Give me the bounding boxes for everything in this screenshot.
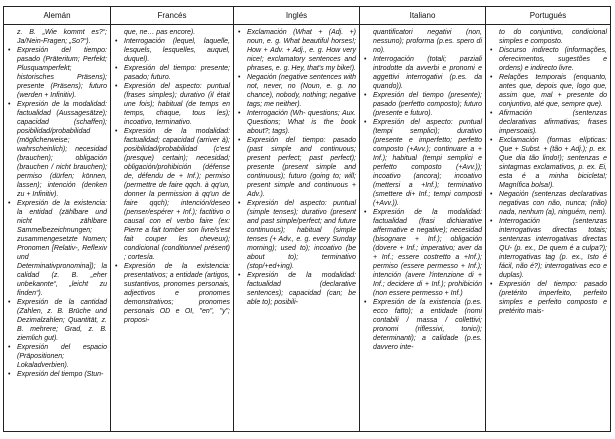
list-item [237, 199, 356, 271]
header-frances: Francés [111, 7, 234, 25]
list-item [114, 28, 230, 37]
bullet-icon: • [8, 200, 11, 207]
column-ingles [234, 25, 360, 432]
bullet-icon: • [490, 281, 493, 288]
item-text: Expresión de la modalidad: factualidad (frasi dichiarative affermative e negative); necesidad (bisognare + Inf.); obligación (dovere + Inf.; imperativo; aver da + Inf.; essere costretto a +Inf.); permiso (essere permesso + Inf.); intención (avere l'intenzione di + Inf.; decidere di + Inf.); prohibición (non essere permesso + Inf.) [373, 209, 482, 297]
list-item [7, 370, 107, 379]
column-frances [111, 25, 234, 432]
list-item [237, 271, 356, 307]
bullet-icon: • [8, 371, 11, 378]
item-text: Expresión del tiempo: pasado (past simple and continuous; present perfect; past perfect); presente (present simple and continuous); futuro (going to; will; present simple and continuous + Adv.). [247, 137, 356, 198]
list-item [7, 46, 107, 100]
list-item [363, 28, 482, 55]
item-text: Exclamación (formas elípticas: Que + Subst. + (tão + Adj.); p. ex. Que dia tão lindo!); sentenzas e sintagmas exclamativos, p. ex. Ei, esta é a minha bicicleta!; Magnífica bolsa!). [499, 137, 607, 189]
list-item [489, 46, 607, 73]
header-row [4, 7, 611, 25]
bullet-icon: • [238, 137, 241, 144]
item-text: Interrogación (sentenzas interrogativas directas totais; sentenzas interrogativas directas QU- (p. ex., De quem é a culpa?); interrogativas tag (p. ex., Isto é fácil, não é?); interrogativas eco e duplas). [499, 218, 607, 279]
italiano-item-list [363, 28, 482, 352]
bullet-icon: • [8, 47, 11, 54]
bullet-icon: • [115, 65, 118, 72]
header-ingles: Inglés [234, 7, 360, 25]
list-item [114, 37, 230, 64]
list-item [114, 82, 230, 127]
list-item [363, 55, 482, 91]
bullet-icon: • [238, 200, 241, 207]
item-text: to do conjuntivo, condicional simples e composto. [499, 29, 607, 45]
column-aleman [4, 25, 111, 432]
header-portugues: Portugués [486, 7, 611, 25]
item-text: Expresión de la modalidad: factualidad (Aussagesätze); capacidad (schaffen); posibilidad/probabilidad (möglicherweise; wahrscheinlich); necesidad (brauchen); obligación (brauchen / nicht brauchen); permiso (dürfen; können, lassen); intención (denken zu + Infinitiv). [17, 101, 107, 198]
list-item [237, 109, 356, 136]
bullet-icon: • [490, 47, 493, 54]
bullet-icon: • [115, 128, 118, 135]
bullet-icon: • [238, 74, 241, 81]
item-text: quantificatori negativi (non, nessuno); proforma (p.es. spero di no). [373, 29, 482, 54]
bullet-icon: • [364, 209, 367, 216]
list-item [363, 298, 482, 352]
item-text: Exclamación (What + (Adj. +) noun, e. g. What beautiful horses!; How + Adv. + Adj., e. g. How very nice!; exclamatory sentences and phrases, e. g. Hey, that's my bike!). [247, 29, 356, 72]
bullet-icon: • [238, 272, 241, 279]
item-text: Expresión del aspecto: puntual (frases simples); durativo (il était une fois); habitual (de temps en temps, chaque, tous les); incoativo, terminativo. [124, 83, 230, 126]
bullet-icon: • [238, 29, 241, 36]
list-item [489, 109, 607, 136]
list-item [363, 118, 482, 208]
list-item [489, 217, 607, 280]
item-text: Expresión de la existencia: la entidad (zählbare und nicht zählbare Sammelbezeichnungen; zusammengesetzte Nomen; Pronomen [Relativ-, Reflexiv und Determinativpronomina]); la calidad (z. B. „eher unbekannte“, „leicht zu finden“). [17, 200, 107, 297]
bullet-icon: • [364, 119, 367, 126]
list-item [489, 280, 607, 316]
list-item [237, 73, 356, 109]
aleman-item-list [7, 28, 107, 379]
item-text: que, ne… pas encore). [124, 29, 196, 36]
item-text: Expresión del tiempo: pasado (pretérito imperfeito, perfeito simples e perfeito composto e pretérito mais- [499, 281, 607, 315]
item-text: Expresión del tiempo: pasado (Präteritum; Perfekt; Plusquamperfekt; historisches Präsens); presente (Präsens); futuro (werden + Infinitiv). [17, 47, 107, 99]
list-item [7, 298, 107, 343]
item-text: Afirmación (sentenzas declarativas afirmativas; frases impersoais). [499, 110, 607, 135]
ingles-item-list [237, 28, 356, 307]
item-text: Expresión del espacio (Präpositionen; Lokaladverbien). [17, 344, 107, 369]
item-text: z. B. „Wie kommt es?“; Ja/Nein-Fragen; „So?“). [17, 29, 107, 45]
list-item [114, 127, 230, 262]
bullet-icon: • [490, 191, 493, 198]
bullet-icon: • [490, 137, 493, 144]
item-text: Interrogación (totali; parziali introdotte da avverbi e pronomi e aggettivi interrogativi (p.es. da quando)). [373, 56, 482, 90]
language-content-table [3, 6, 611, 432]
bullet-icon: • [238, 110, 241, 117]
item-text: Discurso indirecto (informações, oferecimentos, sugestões e ordens) e indirecto livre. [499, 47, 607, 72]
bullet-icon: • [364, 92, 367, 99]
list-item [7, 28, 107, 46]
header-aleman: Alemán [4, 7, 111, 25]
item-text: Expresión de la modalidad: factualidad (declarative sentences); capacidad (can; be able to); posibili- [247, 272, 356, 306]
list-item [489, 136, 607, 190]
portugues-item-list [489, 28, 607, 316]
bullet-icon: • [490, 218, 493, 225]
bullet-icon: • [364, 56, 367, 63]
item-text: Negación (sentenzas declarativas negativas con não, nunca; (não) nada, nenhum (a), ninguém, nem). [499, 191, 607, 216]
list-item [7, 199, 107, 298]
list-item [237, 28, 356, 73]
list-item [7, 100, 107, 199]
list-item [489, 190, 607, 217]
frances-item-list [114, 28, 230, 325]
item-text: Expresión de la existencia (p.es. ecco fatto); a entidade (nomi contabili / massa / collettivi; pronomi (riflessivi, tonici); determinanti); a calidade (p.es. davvero inte- [373, 299, 482, 351]
bullet-icon: • [115, 83, 118, 90]
bullet-icon: • [8, 299, 11, 306]
item-text: Interrogación (lequel, laquelle, lesquels, lesquelles, auquel, duquel). [124, 38, 230, 63]
header-italiano: Italiano [360, 7, 486, 25]
list-item [114, 262, 230, 325]
column-italiano [360, 25, 486, 432]
list-item [363, 91, 482, 118]
list-item [489, 28, 607, 46]
list-item [114, 64, 230, 82]
bullet-icon: • [490, 110, 493, 117]
item-text: Expresión del tiempo: presente; pasado; futuro. [124, 65, 230, 81]
content-row [4, 25, 611, 432]
item-text: Negación (negative sentences with not, never, no (Noun, e. g. no chance), nobody, nothing; negative tags; me neither). [247, 74, 356, 108]
list-item [363, 208, 482, 298]
bullet-icon: • [115, 38, 118, 45]
item-text: Expresión del aspecto: puntual (simple tenses); durativo (present and past simple/perfect; and future continuous); habitual (simple tenses (+ Adv., e. g. every Sunday morning); used to); incoativo (be about to); terminativo (stop/+ed+ing). [247, 200, 356, 270]
bullet-icon: • [8, 101, 11, 108]
list-item [237, 136, 356, 199]
item-text: Expresión de la cantidad (Zahlen, z. B. Brüche und Dezimalzahlen; Quantität, z. B. mehrere; Grad, z. B. ziemlich gut). [17, 299, 107, 342]
item-text: Expresión del aspecto: puntual (tempi semplici); durativo (presente e imperfetto; perfetto composto (+Avv.); continuare a + Inf.); habitual (tempi semplici e perfetto composto (+Avv.)); incoativo (ancora); incoativo (mettersi a +Inf.); terminativo (smettere di+ Inf.; tempi composti (+Avv.)). [373, 119, 482, 207]
bullet-icon: • [364, 299, 367, 306]
item-text: Expresión del tiempo (Stun- [17, 371, 104, 378]
list-item [7, 343, 107, 370]
item-text: Expresión de la existencia: presentativos; a entidade (artigos, sustantivos, pronomes personais, adjectivos e pronomes demonstrativos; pronomes personais OD e OI, "en", "y"; proposi- [124, 263, 230, 324]
bullet-icon: • [8, 344, 11, 351]
item-text: Relações temporais (enquanto, antes que, depois que, logo que, assim que, mal + presente do conjuntivo, até que, sempre que). [499, 74, 607, 108]
item-text: Expresión de la modalidad: factualidad; capacidad (arriver à); posibilidad/probabilidad (c'est (presque) certain); necesidad; obligación/prohibición (défense de, défendu de + Inf.); permiso (permettre de faire qqch. à qq'un, donner la permission à qq'un de faire qqch); intención/deseo (penser/espérer + Inf.); factitivo o causal con el verbo faire (ex: Pierre a fait tomber son livre/s'est fait couper les cheveux); condicional (conditionnel présent) ; cortesía. [124, 128, 230, 261]
bullet-icon: • [490, 74, 493, 81]
list-item [489, 73, 607, 109]
item-text: Interrogación (Wh- questions; Aux. Questions; What is the book about?; tags). [247, 110, 356, 135]
item-text: Expresión del tiempo (presente); pasado (perfetto composto); futuro (presente e futuro). [373, 92, 482, 117]
column-portugues [486, 25, 611, 432]
bullet-icon: • [115, 263, 118, 270]
